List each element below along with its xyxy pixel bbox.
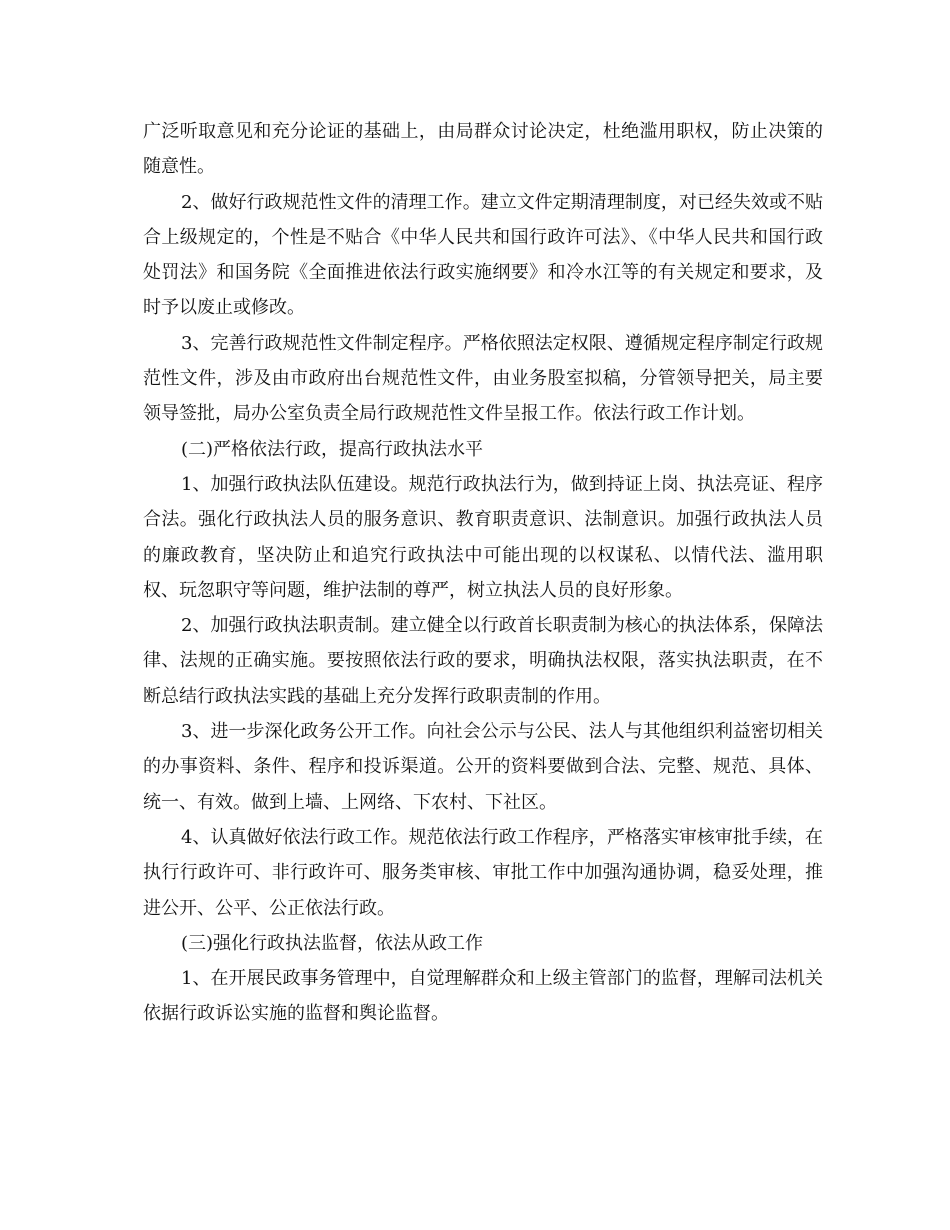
section-heading: (二)严格依法行政，提高行政执法水平 — [181, 438, 484, 460]
paragraph: 2、加强行政执法职责制。建立健全以行政首长职责制为核心的执法体系，保障法律、法规的正确实施。要按照依法行政的要求，明确执法权限，落实执法职责，在不断总结行政执法实践的基础上充分发挥行政职责制的作用。 — [143, 615, 823, 707]
paragraph: 3、进一步深化政务公开工作。向社会公示与公民、法人与其他组织利益密切相关的办事资料、条件、程序和投诉渠道。公开的资料要做到合法、完整、规范、具体、统一、有效。做到上墙、上网络、下农村、下社区。 — [143, 721, 823, 813]
paragraph: 3、完善行政规范性文件制定程序。严格依照法定权限、遵循规定程序制定行政规范性文件，涉及由市政府出台规范性文件，由业务股室拟稿，分管领导把关，局主要领导签批，局办公室负责全局行政规范性文件呈报工作。依法行政工作计划。 — [143, 332, 823, 425]
paragraph: 2、做好行政规范性文件的清理工作。建立文件定期清理制度，对已经失效或不贴合上级规定的，个性是不贴合《中华人民共和国行政许可法》、《中华人民共和国行政处罚法》和国务院《全面推进依法行政实施纲要》和冷水江等的有关规定和要求，及时予以废止或修改。 — [143, 191, 823, 319]
paragraph: 1、加强行政执法队伍建设。规范行政执法行为，做到持证上岗、执法亮证、程序合法。强化行政执法人员的服务意识、教育职责意识、法制意识。加强行政执法人员的廉政教育，坚决防止和追究行政执法中可能出现的以权谋私、以情代法、滥用职权、玩忽职守等问题，维护法制的尊严，树立执法人员的良好形象。 — [143, 473, 823, 601]
paragraph: 4、认真做好依法行政工作。规范依法行政工作程序，严格落实审核审批手续，在执行行政许可、非行政许可、服务类审核、审批工作中加强沟通协调，稳妥处理，推进公开、公平、公正依法行政。 — [143, 826, 823, 919]
document-body — [143, 114, 823, 1032]
paragraph: 1、在开展民政事务管理中，自觉理解群众和上级主管部门的监督，理解司法机关依据行政诉讼实施的监督和舆论监督。 — [143, 968, 823, 1025]
section-heading: (三)强化行政执法监督，依法从政工作 — [181, 932, 484, 954]
paragraph: 广泛听取意见和充分论证的基础上，由局群众讨论决定，杜绝滥用职权，防止决策的随意性。 — [143, 121, 823, 178]
